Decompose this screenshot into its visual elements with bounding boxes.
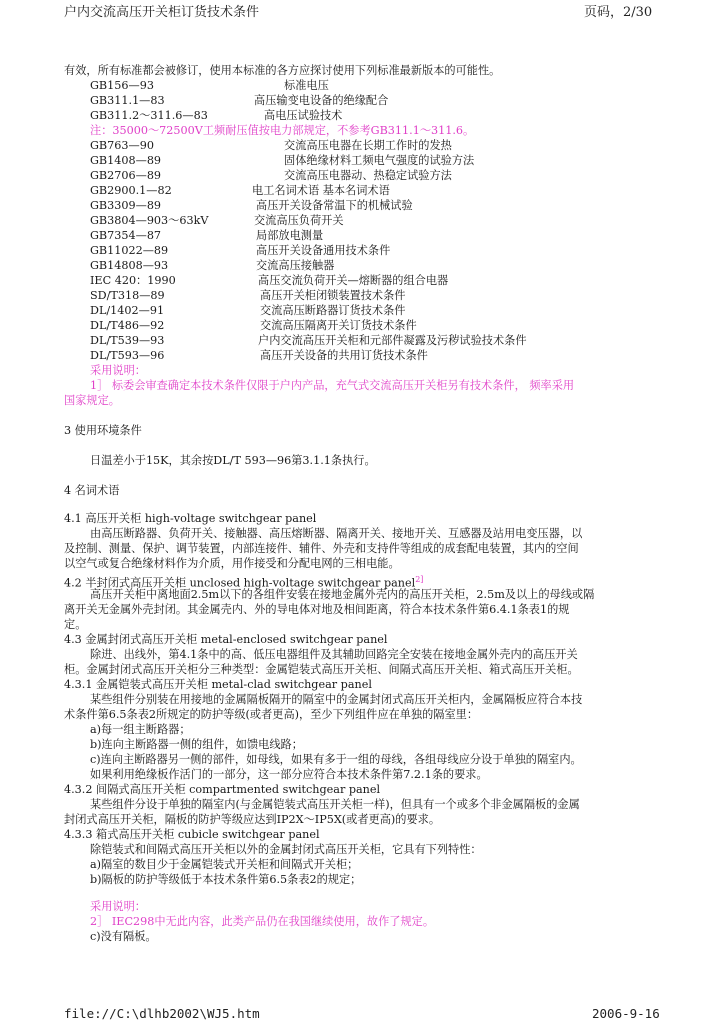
standard-name: 高电压试验技术	[264, 109, 343, 122]
section-4-heading: 4 名词术语	[64, 484, 120, 497]
standard-code: DL/T486—92	[90, 319, 165, 332]
voltage-note: 注：35000～72500V工频耐压值按电力部规定，不参考GB311.1～311.6。	[90, 124, 475, 137]
standard-code: GB763—90	[90, 139, 154, 152]
standard-name: 交流高压隔离开关订货技术条件	[260, 319, 417, 332]
standard-code: GB311.1—83	[90, 94, 165, 107]
footnote-ref[interactable]: 2]	[415, 575, 424, 584]
list-item: c)连向主断路器另一侧的部件，如母线，如果有多于一组的母线，各组母线应分设于单独的隔室内。	[90, 753, 582, 766]
term-4-2-text: 定。	[64, 618, 87, 631]
page-number: 页码，2/30	[584, 5, 653, 20]
list-item: b)隔板的防护等级低于本技术条件第6.5条表2的规定；	[90, 873, 362, 886]
adoption-note-label: 采用说明：	[90, 364, 146, 377]
term-4-3-1-text: 如果利用绝缘板作活门的一部分，这一部分应符合本技术条件第7.2.1条的要求。	[90, 768, 488, 781]
standard-name: 局部放电测量	[256, 229, 324, 242]
standard-code: GB2706—89	[90, 169, 162, 182]
term-4-1-heading: 4.1 高压开关柜 high-voltage switchgear panel	[64, 512, 317, 525]
term-4-3-2-text: 封闭式高压开关柜，隔板的防护等级应达到IP2X～IP5X(或者更高)的要求。	[64, 813, 441, 826]
standard-name: 交流高压负荷开关	[254, 214, 344, 227]
list-item: b)连向主断路器一侧的组件，如馈电线路；	[90, 738, 303, 751]
term-4-3-1-heading: 4.3.1 金属铠装式高压开关柜 metal-clad switchgear panel	[64, 678, 372, 691]
standard-name: 标准电压	[284, 79, 329, 92]
standard-name: 高压开关柜闭锁装置技术条件	[260, 289, 406, 302]
term-4-3-3-text: 除铠装式和间隔式高压开关柜以外的金属封闭式高压开关柜，它具有下列特性：	[90, 843, 482, 856]
standard-name: 固体绝缘材料工频电气强度的试验方法	[284, 154, 475, 167]
print-date: 2006-9-16	[592, 1006, 660, 1021]
standard-name: 高压开关设备通用技术条件	[256, 244, 391, 257]
term-4-3-2-heading: 4.3.2 间隔式高压开关柜 compartmented switchgear panel	[64, 783, 381, 796]
term-4-3-2-text: 某些组件分设于单独的隔室内(与金属铠装式高压开关柜一样)，但具有一个或多个非金属隔板的金属	[90, 798, 580, 811]
term-4-3-heading: 4.3 金属封闭式高压开关柜 metal-enclosed switchgear panel	[64, 633, 388, 646]
standard-name: 高压开关设备常温下的机械试验	[256, 199, 413, 212]
standard-name: 高压交流负荷开关—熔断器的组合电器	[258, 274, 449, 287]
standard-code: GB3804—903～63kV	[90, 214, 209, 227]
standard-code: GB311.2～311.6—83	[90, 109, 208, 122]
standard-code: GB156—93	[90, 79, 154, 92]
list-item: a)隔室的数目少于金属铠装式开关柜和间隔式开关柜；	[90, 858, 359, 871]
standard-name: 交流高压断路器订货技术条件	[260, 304, 406, 317]
adoption-note-label: 采用说明：	[90, 900, 146, 913]
section-3-text: 日温差小于15K，其余按DL/T 593—96第3.1.1条执行。	[90, 454, 376, 467]
standard-code: DL/T593—96	[90, 349, 165, 362]
list-item: c)没有隔板。	[90, 930, 157, 943]
term-4-3-text: 柜。金属封闭式高压开关柜分三种类型：金属铠装式高压开关柜、间隔式高压开关柜、箱式高压开关柜。	[64, 663, 579, 676]
standard-code: GB3309—89	[90, 199, 162, 212]
term-4-2-title: 4.2 半封闭式高压开关柜 unclosed high-voltage switchgear panel	[64, 576, 416, 590]
adoption-note-1-cont: 国家规定。	[64, 394, 120, 407]
term-4-3-text: 除进、出线外，第4.1条中的高、低压电器组件及其辅助回路完全安装在接地金属外壳内的高压开关	[90, 648, 578, 661]
standard-name: 高压输变电设备的绝缘配合	[254, 94, 389, 107]
standard-code: GB2900.1—82	[90, 184, 172, 197]
standard-code: GB11022—89	[90, 244, 169, 257]
term-4-3-3-heading: 4.3.3 箱式高压开关柜 cubicle switchgear panel	[64, 828, 320, 841]
term-4-2-text: 高压开关柜中离地面2.5m以下的各组件安装在接地金属外壳内的高压开关柜，2.5m及以上的母线或隔	[90, 588, 595, 601]
term-4-1-text: 由高压断路器、负荷开关、接触器、高压熔断器、隔离开关、接地开关、互感器及站用电变压器，以	[90, 527, 583, 540]
standard-name: 交流高压接触器	[256, 259, 335, 272]
list-item: a)每一组主断路器；	[90, 723, 191, 736]
adoption-note-2: 2］ IEC298中无此内容，此类产品仍在我国继续使用，故作了规定。	[90, 915, 435, 928]
standard-code: DL/T539—93	[90, 334, 165, 347]
term-4-3-1-text: 某些组件分别装在用接地的金属隔板隔开的隔室中的金属封闭式高压开关柜内，金属隔板应符合本技	[90, 693, 583, 706]
standard-code: GB7354—87	[90, 229, 162, 242]
standard-name: 电工名词术语 基本名词术语	[252, 184, 390, 197]
standard-name: 交流高压电器在长期工作时的发热	[284, 139, 452, 152]
standard-code: DL/1402—91	[90, 304, 165, 317]
standard-name: 高压开关设备的共用订货技术条件	[260, 349, 428, 362]
standard-code: GB14808—93	[90, 259, 169, 272]
document-title: 户内交流高压开关柜订货技术条件	[64, 5, 260, 20]
standard-name: 交流高压电器动、热稳定试验方法	[284, 169, 452, 182]
file-path: file://C:\dlhb2002\WJ5.htm	[64, 1006, 260, 1021]
term-4-3-1-text: 术条件第6.5条表2所规定的防护等级(或者更高)，至少下列组件应在单独的隔室里：	[64, 708, 479, 721]
term-4-2-text: 离开关无金属外壳封闭。其金属壳内、外的导电体对地及相间距离，符合本技术条件第6.4.1条表1的规	[64, 603, 570, 616]
intro-text: 有效，所有标准都会被修订，使用本标准的各方应探讨使用下列标准最新版本的可能性。	[64, 64, 501, 77]
standard-name: 户内交流高压开关柜和元部件凝露及污秽试验技术条件	[258, 334, 527, 347]
standard-code: IEC 420：1990	[90, 274, 176, 287]
standard-code: SD/T318—89	[90, 289, 165, 302]
standard-code: GB1408—89	[90, 154, 162, 167]
page-header	[0, 0, 724, 22]
term-4-1-text: 及控制、测量、保护、调节装置，内部连接件、辅件、外壳和支持件等组成的成套配电装置，其内的空间	[64, 542, 579, 555]
term-4-1-text: 以空气或复合绝缘材料作为介质，用作接受和分配电网的三相电能。	[64, 557, 400, 570]
adoption-note-1: 1］ 标委会审查确定本技术条件仅限于户内产品，充气式交流高压开关柜另有技术条件， 频率采用	[90, 379, 575, 392]
section-3-heading: 3 使用环境条件	[64, 424, 142, 437]
